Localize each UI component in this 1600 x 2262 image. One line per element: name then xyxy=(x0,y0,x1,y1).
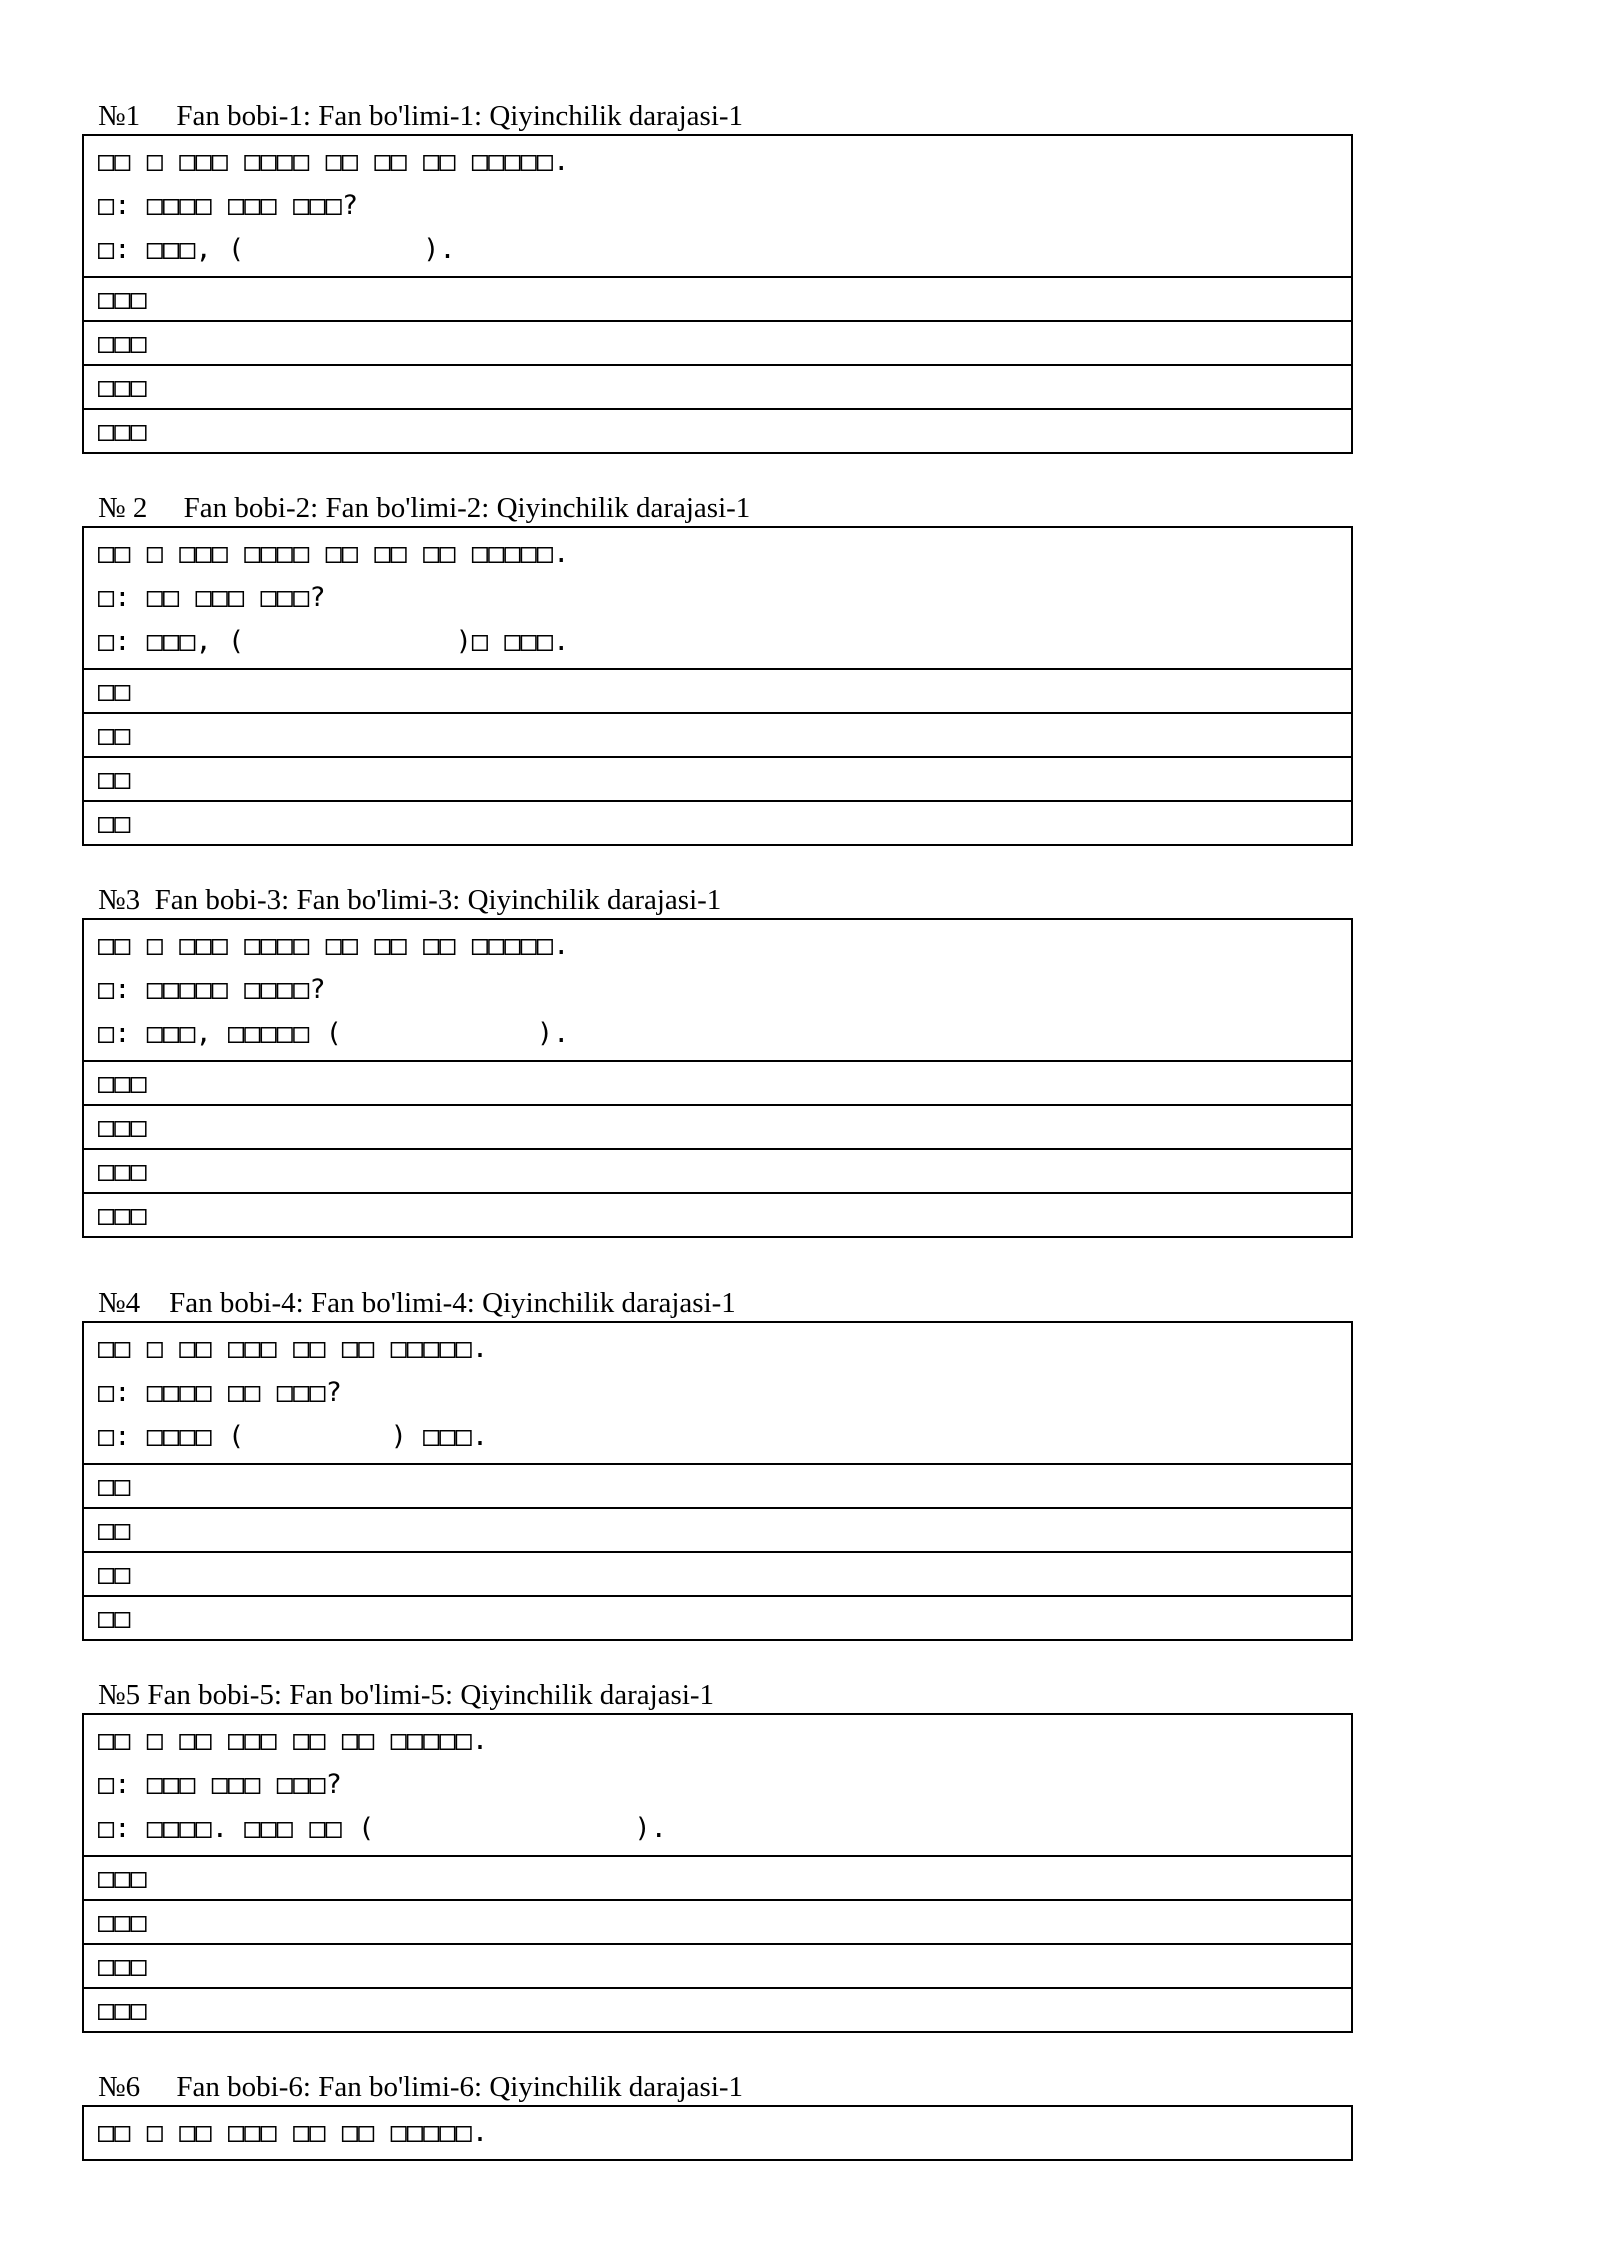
question-text xyxy=(84,528,1351,668)
question-text xyxy=(84,136,1351,276)
answer-option: □□□ xyxy=(84,1899,1351,1943)
answer-option: □□ xyxy=(84,756,1351,800)
question-line: □: □□□□. □□□ □□ ( ). xyxy=(98,1813,667,1844)
question-line: □: □□□ □□□ □□□? xyxy=(98,1769,342,1800)
answer-option: □□□ xyxy=(84,320,1351,364)
question-block xyxy=(82,882,1353,1238)
question-header: № 2 Fan bobi-2: Fan bo'limi-2: Qiyinchilik darajasi-1 xyxy=(98,492,751,524)
question-text xyxy=(84,2107,1351,2159)
question-line: □: □□□□□ □□□□? xyxy=(98,974,326,1005)
question-line: □: □□□□ ( ) □□□. xyxy=(98,1421,489,1452)
question-header: №5 Fan bobi-5: Fan bo'limi-5: Qiyinchilik darajasi-1 xyxy=(98,1679,715,1711)
question-header: №1 Fan bobi-1: Fan bo'limi-1: Qiyinchilik darajasi-1 xyxy=(98,100,744,132)
question-line: □: □□□, □□□□□ ( ). xyxy=(98,1018,570,1049)
answer-option: □□□ xyxy=(84,1148,1351,1192)
question-line: □□ □ □□□ □□□□ □□ □□ □□ □□□□□. xyxy=(98,146,570,177)
question-block xyxy=(82,2069,1353,2161)
question-line: □□ □ □□ □□□ □□ □□ □□□□□. xyxy=(98,1725,489,1756)
question-table xyxy=(82,2105,1353,2161)
question-table xyxy=(82,1713,1353,2033)
question-line: □: □□□□ □□□ □□□? xyxy=(98,190,359,221)
answer-option: □□□ xyxy=(84,1987,1351,2031)
question-block xyxy=(82,490,1353,846)
question-text xyxy=(84,1715,1351,1855)
answer-option: □□□ xyxy=(84,408,1351,452)
question-line: □□ □ □□ □□□ □□ □□ □□□□□. xyxy=(98,1333,489,1364)
question-header: №3 Fan bobi-3: Fan bo'limi-3: Qiyinchilik darajasi-1 xyxy=(98,884,722,916)
answer-option: □□□ xyxy=(84,1943,1351,1987)
question-line: □□ □ □□ □□□ □□ □□ □□□□□. xyxy=(98,2117,489,2148)
question-block xyxy=(82,1285,1353,1641)
question-block xyxy=(82,98,1353,454)
answer-option: □□□ xyxy=(84,364,1351,408)
answer-option: □□□ xyxy=(84,1060,1351,1104)
question-text xyxy=(84,1323,1351,1463)
question-text xyxy=(84,920,1351,1060)
answer-option: □□ xyxy=(84,712,1351,756)
question-block xyxy=(82,1677,1353,2033)
answer-option: □□ xyxy=(84,1551,1351,1595)
question-table xyxy=(82,134,1353,454)
answer-option: □□ xyxy=(84,800,1351,844)
question-line: □: □□ □□□ □□□? xyxy=(98,582,326,613)
answer-option: □□□ xyxy=(84,1104,1351,1148)
answer-option: □□□ xyxy=(84,1192,1351,1236)
answer-option: □□□ xyxy=(84,1855,1351,1899)
question-line: □□ □ □□□ □□□□ □□ □□ □□ □□□□□. xyxy=(98,930,570,961)
question-line: □: □□□□ □□ □□□? xyxy=(98,1377,342,1408)
answer-option: □□ xyxy=(84,1507,1351,1551)
question-line: □: □□□, ( ). xyxy=(98,234,456,265)
question-table xyxy=(82,918,1353,1238)
answer-option: □□ xyxy=(84,1595,1351,1639)
question-line: □□ □ □□□ □□□□ □□ □□ □□ □□□□□. xyxy=(98,538,570,569)
answer-option: □□ xyxy=(84,668,1351,712)
question-header: №4 Fan bobi-4: Fan bo'limi-4: Qiyinchilik darajasi-1 xyxy=(98,1287,736,1319)
answer-option: □□□ xyxy=(84,276,1351,320)
question-table xyxy=(82,526,1353,846)
question-table xyxy=(82,1321,1353,1641)
answer-option: □□ xyxy=(84,1463,1351,1507)
question-line: □: □□□, ( )□ □□□. xyxy=(98,626,570,657)
question-header: №6 Fan bobi-6: Fan bo'limi-6: Qiyinchilik darajasi-1 xyxy=(98,2071,744,2103)
